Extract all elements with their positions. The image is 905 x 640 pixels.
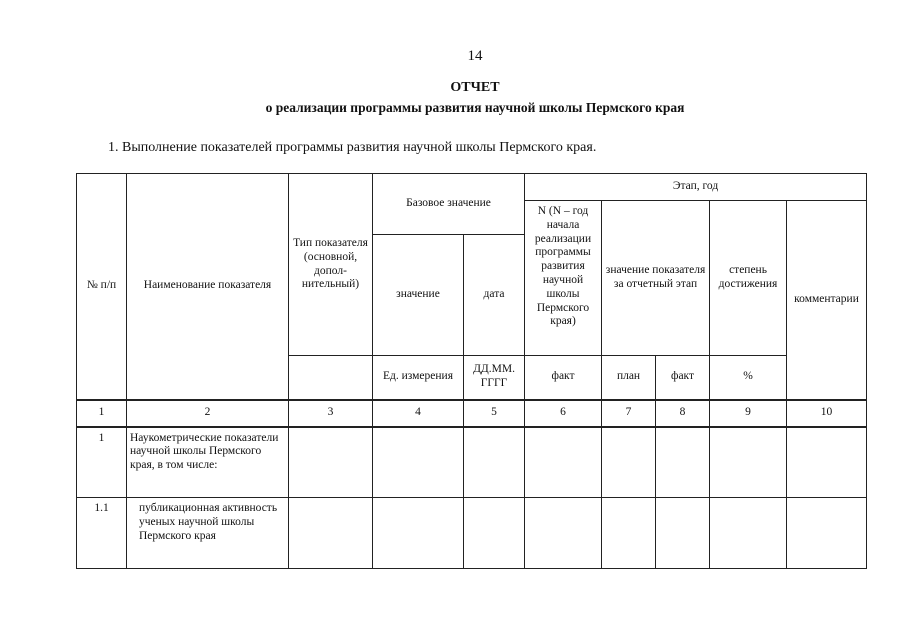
column-number: 4 bbox=[373, 400, 464, 427]
row-cell bbox=[373, 427, 464, 498]
header-type-blank bbox=[289, 356, 373, 400]
header-type: Тип показателя (основной, допол-нительный) bbox=[289, 174, 373, 356]
row-cell bbox=[787, 498, 867, 569]
row-name: публикационная активность ученых научной школы Пермского края bbox=[127, 498, 289, 569]
header-fact: факт bbox=[656, 356, 710, 400]
table-row bbox=[77, 498, 867, 569]
header-unit: Ед. измерения bbox=[373, 356, 464, 400]
table-row bbox=[77, 427, 867, 498]
header-date-format: ДД.ММ. ГГГГ bbox=[464, 356, 525, 400]
column-numbers-row bbox=[77, 400, 867, 427]
column-number: 9 bbox=[710, 400, 787, 427]
column-number: 5 bbox=[464, 400, 525, 427]
row-cell bbox=[656, 427, 710, 498]
header-comments: комментарии bbox=[787, 201, 867, 400]
header-base-value: Базовое значение bbox=[373, 174, 525, 235]
row-cell bbox=[787, 427, 867, 498]
row-cell bbox=[656, 498, 710, 569]
row-cell bbox=[373, 498, 464, 569]
header-degree: степень достижения bbox=[710, 201, 787, 356]
header-fact-n: факт bbox=[525, 356, 602, 400]
row-cell bbox=[710, 498, 787, 569]
column-number: 1 bbox=[77, 400, 127, 427]
document-title: ОТЧЕТ bbox=[450, 80, 500, 95]
header-base-date: дата bbox=[464, 235, 525, 356]
row-cell bbox=[289, 498, 373, 569]
row-cell bbox=[525, 498, 602, 569]
row-cell bbox=[464, 498, 525, 569]
row-name: Наукометрические показатели научной школы Пермского края, в том числе: bbox=[127, 427, 289, 498]
row-cell bbox=[602, 498, 656, 569]
header-value-period: значение показателя за отчетный этап bbox=[602, 201, 710, 356]
indicators-table bbox=[76, 173, 867, 569]
column-number: 7 bbox=[602, 400, 656, 427]
header-plan: план bbox=[602, 356, 656, 400]
header-stage-n: N (N – год начала реализации программы развития научной школы Пермского края) bbox=[525, 201, 602, 356]
page-number: 14 bbox=[467, 48, 483, 64]
row-num: 1 bbox=[77, 427, 127, 498]
column-number: 3 bbox=[289, 400, 373, 427]
row-cell bbox=[602, 427, 656, 498]
row-cell bbox=[710, 427, 787, 498]
header-percent: % bbox=[710, 356, 787, 400]
row-cell bbox=[525, 427, 602, 498]
column-number: 8 bbox=[656, 400, 710, 427]
header-name: Наименование показателя bbox=[127, 174, 289, 400]
header-stage-year: Этап, год bbox=[525, 174, 867, 201]
column-number: 10 bbox=[787, 400, 867, 427]
row-num: 1.1 bbox=[77, 498, 127, 569]
column-number: 2 bbox=[127, 400, 289, 427]
header-base-value-sub: значение bbox=[373, 235, 464, 356]
header-num: № п/п bbox=[77, 174, 127, 400]
row-cell bbox=[289, 427, 373, 498]
document-subtitle: о реализации программы развития научной школы Пермского края bbox=[265, 100, 685, 115]
header-row-1 bbox=[77, 174, 867, 201]
column-number: 6 bbox=[525, 400, 602, 427]
section-heading: 1. Выполнение показателей программы развития научной школы Пермского края. bbox=[108, 140, 597, 155]
row-cell bbox=[464, 427, 525, 498]
